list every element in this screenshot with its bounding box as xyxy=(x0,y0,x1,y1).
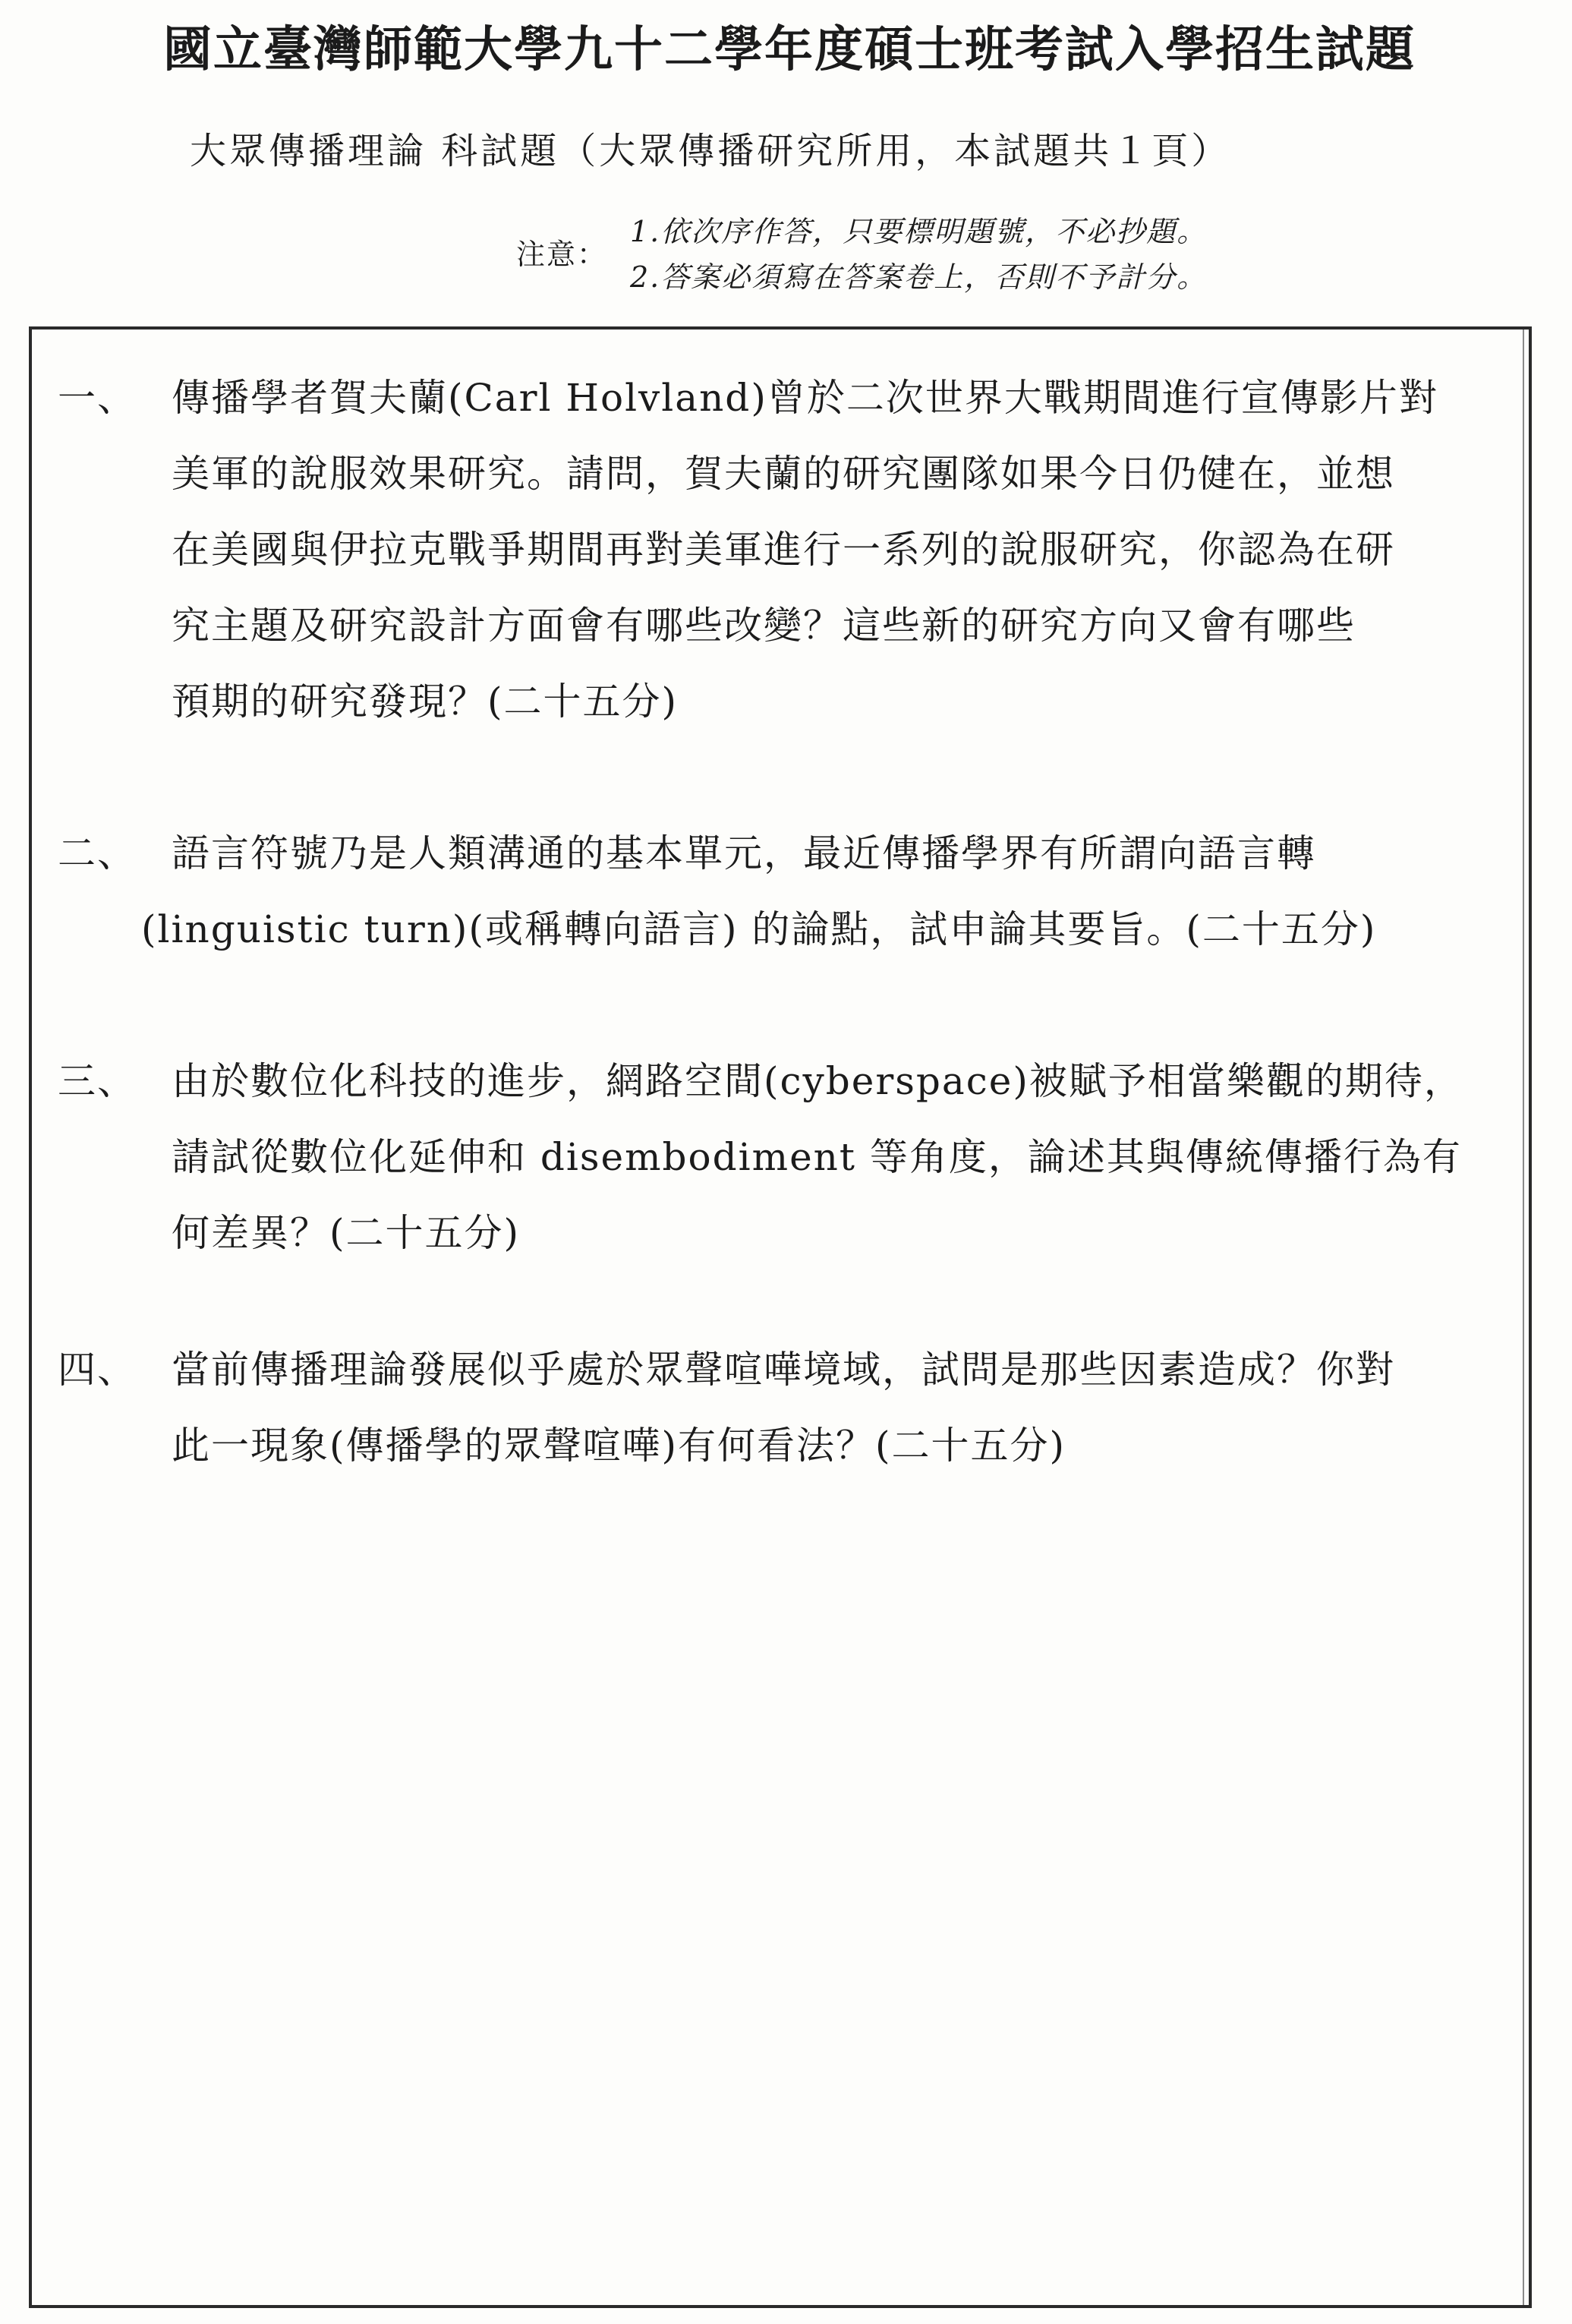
question-text: 請試從數位化延伸和 disembodiment 等角度，論述其與傳統傳播行為有 xyxy=(172,1135,1462,1179)
question-box xyxy=(29,326,1532,2308)
question-number: 二、 xyxy=(58,831,137,875)
question-text: 語言符號乃是人類溝通的基本單元，最近傳播學界有所謂向語言轉 xyxy=(172,831,1316,875)
question-text: 此一現象(傳播學的眾聲喧嘩)有何看法？(二十五分) xyxy=(172,1424,1066,1468)
question-4 xyxy=(58,1332,1530,1484)
question-line xyxy=(58,1408,1530,1484)
question-text: 由於數位化科技的進步，網路空間(cyberspace)被賦予相當樂觀的期待， xyxy=(172,1059,1463,1103)
notice-label: 注意： xyxy=(516,238,608,271)
question-line xyxy=(58,891,1530,967)
question-line xyxy=(58,588,1530,664)
question-number: 四、 xyxy=(58,1348,137,1392)
question-line xyxy=(58,1043,1530,1119)
notice-item-2: 2.答案必須寫在答案卷上，否則不予計分。 xyxy=(630,260,1208,294)
question-line xyxy=(58,512,1530,588)
question-text: 傳播學者賀夫蘭(Carl Holvland)曾於二次世界大戰期間進行宣傳影片對 xyxy=(172,376,1438,420)
question-text: 究主題及研究設計方面會有哪些改變？這些新的研究方向又會有哪些 xyxy=(172,604,1356,648)
notice-item-1: 1.依次序作答，只要標明題號，不必抄題。 xyxy=(630,215,1208,248)
question-2 xyxy=(58,815,1530,967)
question-text: 美軍的說服效果研究。請問，賀夫蘭的研究團隊如果今日仍健在，並想 xyxy=(172,452,1395,496)
question-line xyxy=(58,1119,1530,1195)
question-number: 一、 xyxy=(58,376,137,420)
question-line xyxy=(58,1332,1530,1408)
question-line xyxy=(58,436,1530,512)
question-text: (linguistic turn)(或稱轉向語言) 的論點，試申論其要旨。(二十五分) xyxy=(141,907,1377,951)
question-text: 預期的研究發現？(二十五分) xyxy=(172,680,679,724)
question-text: 當前傳播理論發展似乎處於眾聲喧嘩境域，試問是那些因素造成？你對 xyxy=(172,1348,1395,1392)
question-number: 三、 xyxy=(58,1059,137,1103)
question-line xyxy=(58,1195,1530,1271)
question-text: 在美國與伊拉克戰爭期間再對美軍進行一系列的說服研究，你認為在研 xyxy=(172,528,1395,572)
question-line xyxy=(58,664,1530,739)
exam-subtitle: 大眾傳播理論 科試題（大眾傳播研究所用，本試題共１頁） xyxy=(190,130,1231,172)
exam-title: 國立臺灣師範大學九十二學年度碩士班考試入學招生試題 xyxy=(163,21,1416,78)
question-line xyxy=(58,815,1530,891)
question-3 xyxy=(58,1043,1530,1271)
question-1 xyxy=(58,360,1530,739)
question-text: 何差異？(二十五分) xyxy=(172,1211,521,1255)
question-line xyxy=(58,360,1530,436)
